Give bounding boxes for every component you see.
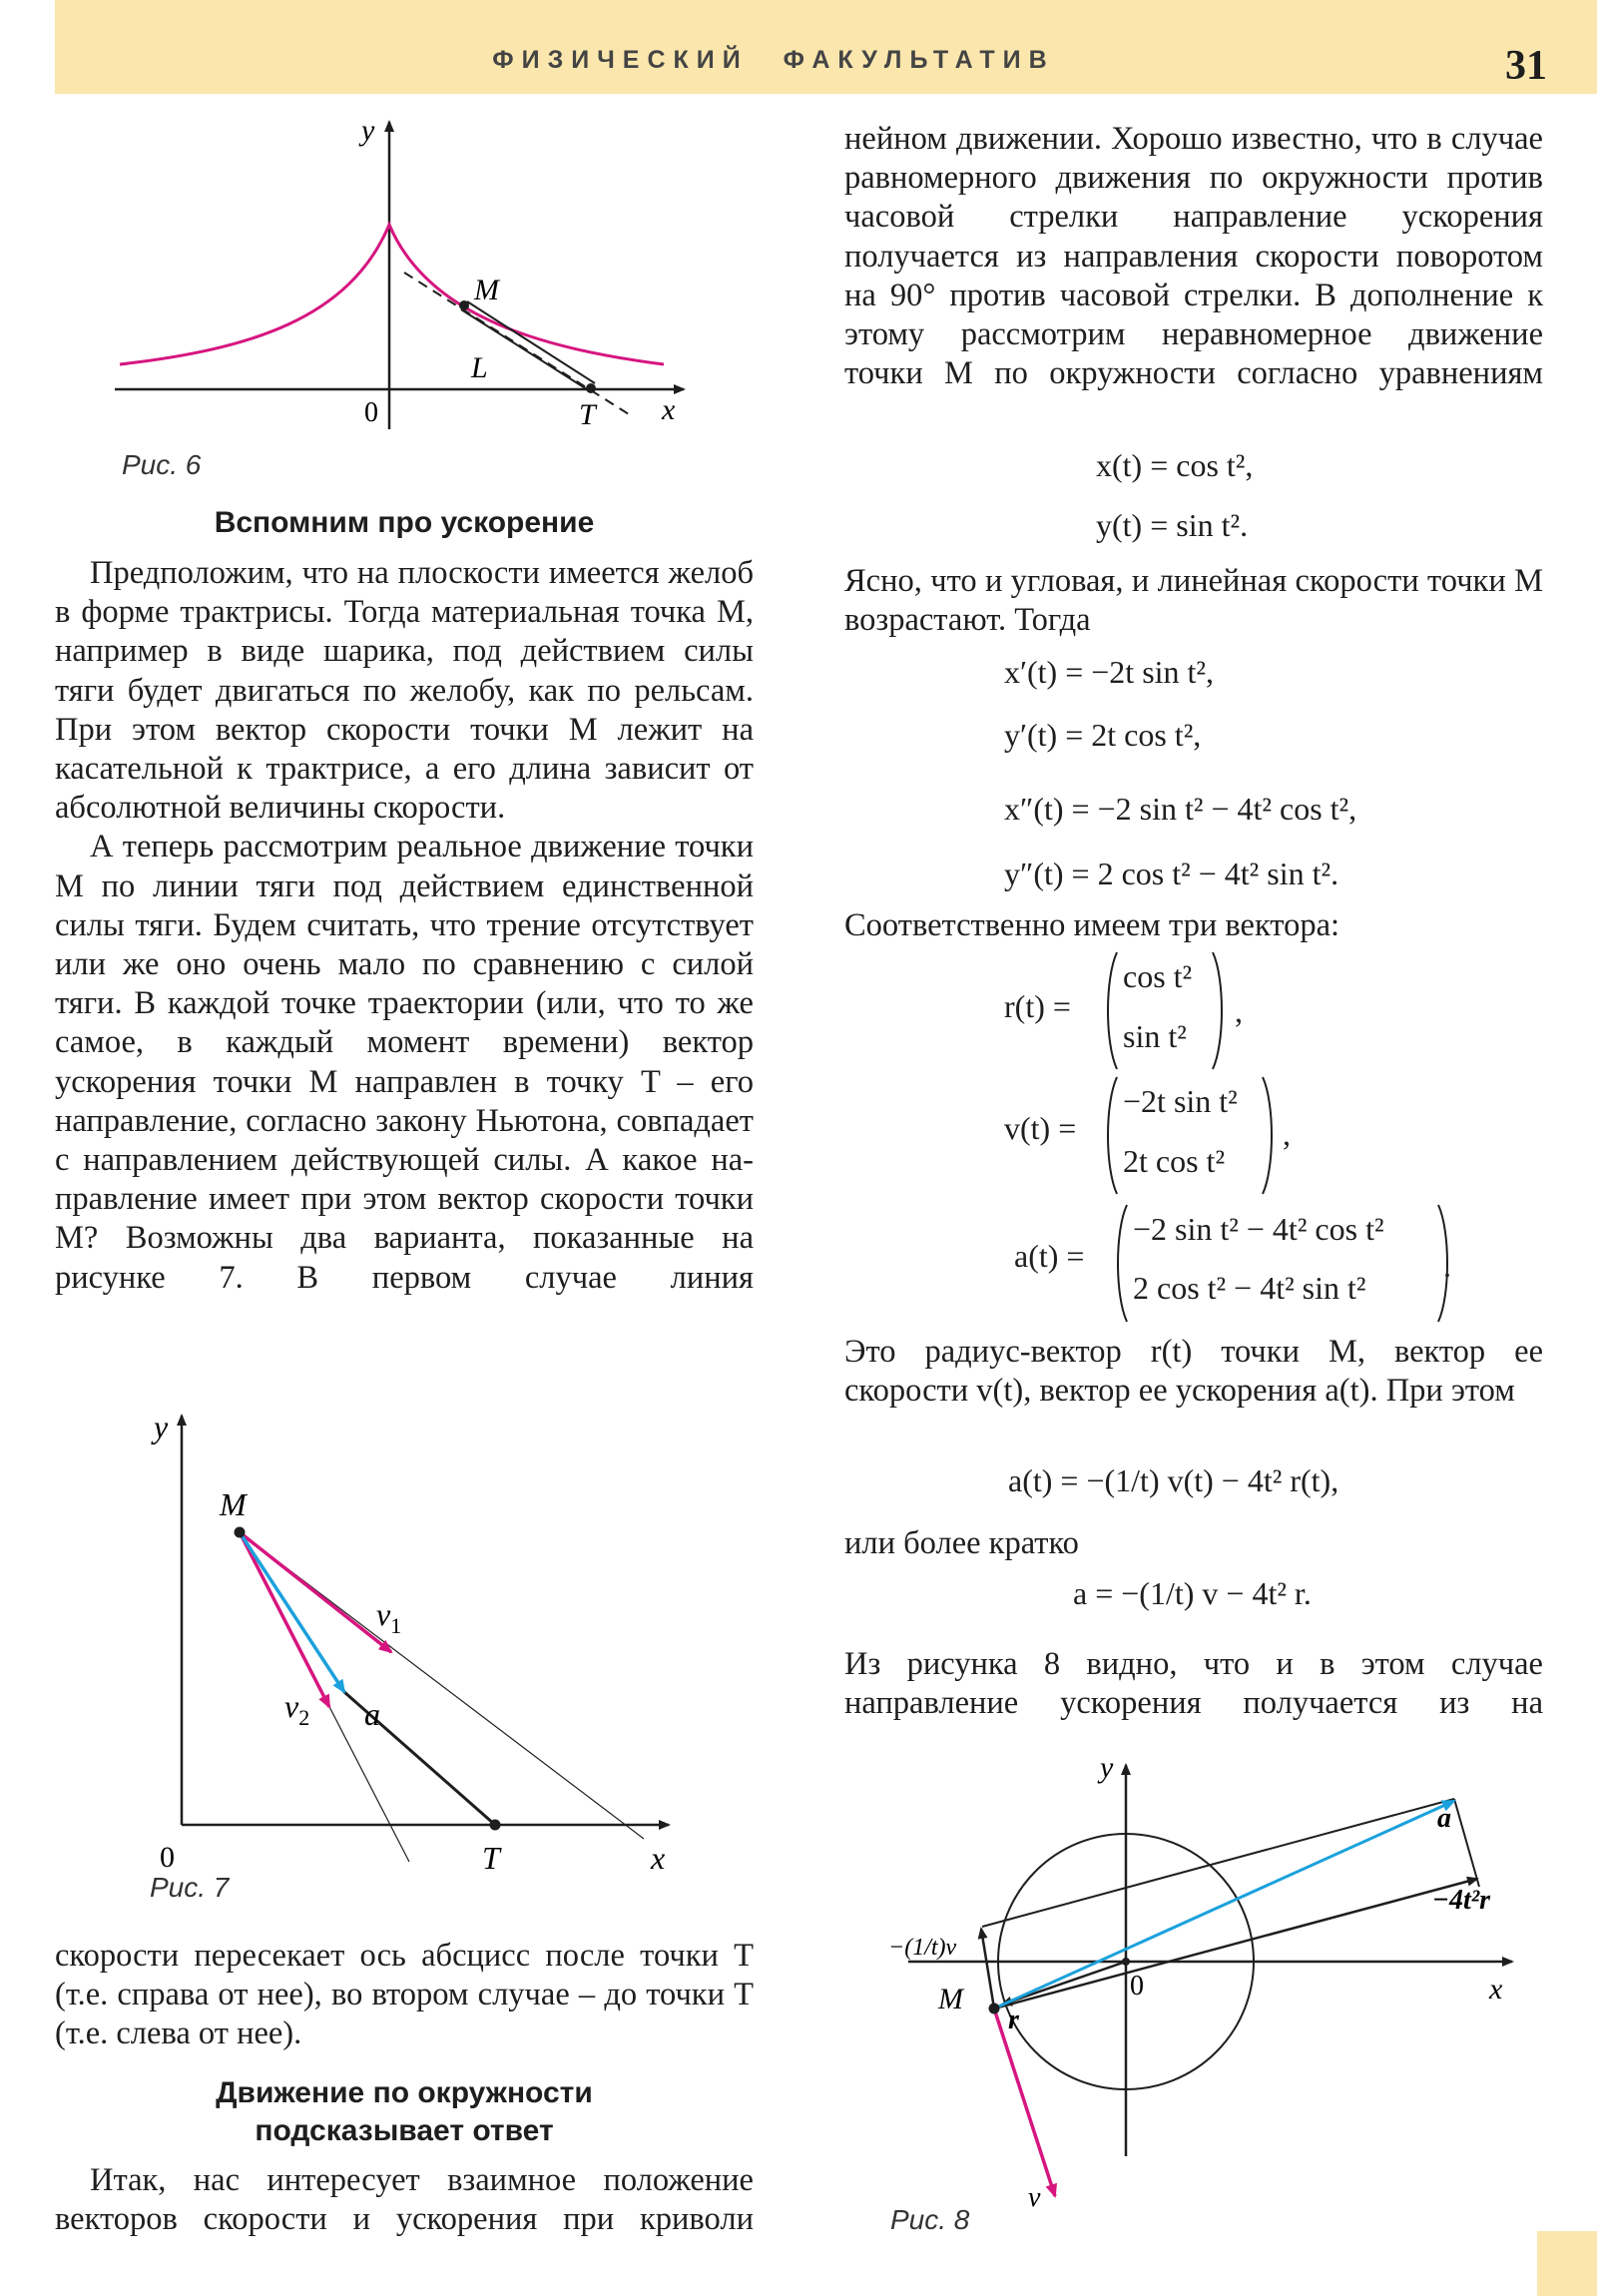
equation-y-t: y(t) = sin t². [1096,507,1249,543]
fig8-origin-point [1122,1958,1130,1966]
figure-7-caption: Рис. 7 [150,1872,230,1903]
fig6-label-M: M [474,274,499,306]
fig7-vector-v1 [240,1532,391,1652]
vector-v-top: −2t sin t² [1123,1083,1238,1119]
fig7-label-y: y [154,1409,169,1444]
equation-a-short: a = −(1/t) v − 4t² r. [1073,1575,1312,1611]
fig8-label-y: y [1100,1751,1114,1784]
paragraph-radius-vector: Это радиус-вектор r(t) точки M, вектор ее скорости v(t), вектор ее ускорения a(t). При этом [844,1334,1543,1410]
paragraph-three-vectors: Соответственно имеем три вектора: [844,907,1340,943]
vector-a-bottom: 2 cos t² − 4t² sin t² [1133,1270,1366,1306]
equation-x-t: x(t) = cos t², [1096,447,1254,483]
vector-v-bottom: 2t cos t² [1123,1143,1226,1179]
fig7-label-x: x [651,1840,666,1876]
fig7-point-T [490,1820,501,1831]
figure-6-tractrix [100,110,719,449]
fig6-tractrix-curve [120,225,664,364]
fig6-label-y: y [361,114,375,147]
vector-r-top: cos t² [1123,958,1193,994]
fig6-label-L: L [471,351,488,384]
fig6-label-origin: 0 [364,397,378,428]
fig7-point-M [235,1527,246,1538]
fig6-tangent-line [404,273,629,414]
heading-circle-motion-line1: Движение по окружности [216,2076,593,2109]
heading-circle-motion [55,2074,754,2150]
fig8-label-origin: 0 [1130,1971,1144,2002]
heading-circle-motion-line2: подсказывает ответ [255,2114,554,2147]
fig8-label-v: v [1028,2182,1041,2213]
page-header [55,0,1597,94]
fig6-label-T: T [579,398,596,431]
vector-r-comma: , [1235,993,1243,1029]
figure-8-circle-motion [878,1737,1537,2226]
fig7-label-T: T [482,1840,500,1876]
figure-8-caption: Рис. 8 [890,2204,970,2235]
fig8-point-M [989,2004,1000,2014]
fig7-label-v2: $v_2$ [284,1688,310,1730]
paragraph-real-motion: А теперь рассмотрим реальное движение точки M по линии тяги под действием единственной силы тяги. Будем считать, что трение отсутствует или же оно очень мало по сравнению с силой тяги. В каждой точке траектории (или, что то же самое, в каждый момент времени) вектор ускорения точки M направлен в точку T – его направление, согласно закону Ньютона, совпадает с направлением действующей силы. А какое направление имеет при этом вектор скорости точки M? Возможны два варианта, показанные на рисунке 7. В первом случае линия [55,829,754,1296]
equation-a-full: a(t) = −(1/t) v(t) − 4t² r(t), [1008,1462,1339,1498]
fig7-label-M: M [220,1486,247,1522]
heading-recall-acceleration: Вспомним про ускорение [214,506,595,539]
fig8-label-minus-v-over-t: −(1/t)v [888,1935,957,1961]
vector-a-top: −2 sin t² − 4t² cos t² [1133,1211,1384,1247]
corner-tab [1537,2231,1597,2296]
equation-x-prime: x′(t) = −2t sin t², [1004,654,1215,690]
fig7-vector-v2 [240,1532,329,1707]
fig7-label-a: a [364,1696,380,1732]
fig7-vector-a [240,1532,344,1692]
fig8-label-M: M [938,1983,963,2015]
paragraph-we-are-interested: Итак, нас интересует взаимное положение векторов скорости и ускорения при криволи [55,2162,754,2238]
figure-7-velocity-variants [140,1408,699,1887]
fig8-vector-minus-v-over-t [981,1929,994,2009]
vector-r-bottom: sin t² [1123,1018,1187,1054]
fig8-label-x: x [1489,1973,1503,2006]
fig8-vector-v [994,2009,1055,2196]
paragraph-tractrix-groove: Предположим, что на плоскости имеется желоб в форме трактрисы. Тогда материальная точка M, например в виде шарика, под действием силы тяги будет двигаться по желобу, как по рельсам. При этом вектор скорости точки M лежит на касательной к трактрисе, а его длина зависит от абсолютной величины скорости. [55,555,754,827]
fig8-label-r: r [1008,2005,1019,2035]
vector-v-comma: , [1283,1116,1291,1152]
vector-a-label: a(t) = [1014,1238,1085,1274]
fig8-label-minus-4t2r: −4t²r [1432,1885,1491,1916]
fig8-label-a: a [1437,1803,1451,1834]
equation-x-double-prime: x″(t) = −2 sin t² − 4t² cos t², [1004,791,1357,827]
journal-section-title: ФИЗИЧЕСКИЙ ФАКУЛЬТАТИВ [492,46,1055,74]
fig8-parallelogram-right [1454,1799,1479,1887]
paragraph-velocity-line: скорости пересекает ось абсцисс после точки T (т.е. справа от нее), во втором случае – до точки T (т.е. слева от нее). [55,1938,754,2052]
fig6-point-M [459,300,469,310]
paragraph-more-briefly: или более кратко [844,1525,1079,1561]
equation-y-prime: y′(t) = 2t cos t², [1004,717,1202,753]
equation-y-double-prime: y″(t) = 2 cos t² − 4t² sin t². [1004,856,1339,891]
fig7-label-v1: $v_1$ [376,1596,402,1638]
figure-6-caption: Рис. 6 [122,449,202,480]
vector-v-label: v(t) = [1004,1110,1077,1146]
fig6-label-x: x [662,393,676,426]
vector-r-label: r(t) = [1004,988,1071,1024]
page-number: 31 [1505,43,1547,89]
paragraph-speeds-increase: Ясно, что и угловая, и линейная скорости точки M возрастают. Тогда [844,563,1543,639]
paragraph-uniform-circle-motion: нейном движении. Хорошо известно, что в случае равномерного движения по окружности против часовой стрелки направление ускорения получается из направления скорости поворотом на 90° против часовой стрелки. В дополнение к этому рассмотрим неравномерное движение точки M по окружности согласно уравнениям [844,121,1543,392]
fig7-label-origin: 0 [160,1841,175,1874]
paragraph-figure-8-shows: Из рисунка 8 видно, что и в этом случае направление ускорения получается из на [844,1646,1543,1722]
vector-a-period: . [1443,1248,1451,1284]
fig6-point-T [586,383,596,393]
